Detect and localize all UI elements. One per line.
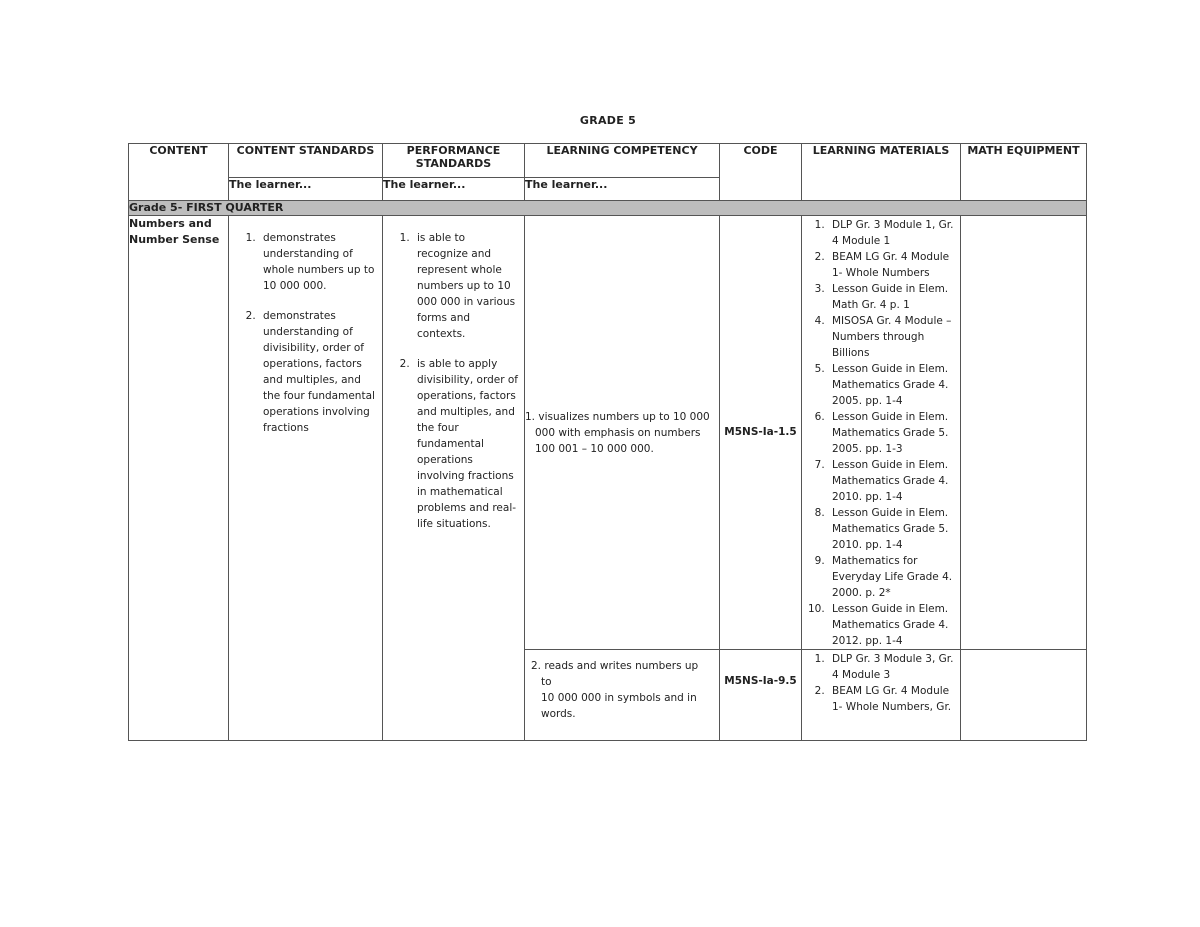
subheader-learning-competency: The learner... [525,178,720,201]
list-item: 1. DLP Gr. 3 Module 3, Gr. 4 Module 3 [828,651,956,683]
performance-standards-cell [383,216,525,741]
competency-cell [525,650,720,741]
list-item: 4. MISOSA Gr. 4 Module – Numbers through Billions [828,313,956,361]
materials-cell [802,216,961,650]
materials-cell [802,650,961,741]
competency-line: 2. reads and writes numbers up [531,660,699,672]
list-item: 10. Lesson Guide in Elem. Mathematics Grade 4. 2012. pp. 1-4 [828,601,956,649]
competency-line: to [541,676,552,688]
math-equipment-cell [961,216,1087,650]
competency-text [525,650,719,724]
performance-standards-list [383,216,524,532]
code-cell [720,650,802,741]
code-cell: M5NS-Ia-1.5 [720,216,802,650]
curriculum-table [128,143,1087,741]
header-code: CODE [720,144,802,201]
list-item: 1. is able to recognize and represent whole numbers up to 10 000 000 in various forms and contexts. [413,230,518,342]
list-item: 9. Mathematics for Everyday Life Grade 4. 2000. p. 2* [828,553,956,601]
competency-text: 1. visualizes numbers up to 10 000 000 with emphasis on numbers 100 001 – 10 000 000. [525,410,710,455]
math-equipment-cell [961,650,1087,741]
content-standards-list [229,216,382,436]
list-item: 2. demonstrates understanding of divisibility, order of operations, factors and multiples, and the four fundamental operations involving fractions [259,308,376,436]
code-value: M5NS-Ia-9.5 [724,675,797,687]
list-item: 6. Lesson Guide in Elem. Mathematics Grade 5. 2005. pp. 1-3 [828,409,956,457]
subheader-performance-standards: The learner... [383,178,525,201]
header-content: CONTENT [129,144,229,201]
quarter-banner: Grade 5- FIRST QUARTER [129,201,1087,216]
competency-line: 10 000 000 in symbols and in words. [541,692,697,720]
list-item: 3. Lesson Guide in Elem. Math Gr. 4 p. 1 [828,281,956,313]
header-content-standards: CONTENT STANDARDS [229,144,383,178]
header-learning-competency: LEARNING COMPETENCY [525,144,720,178]
list-item: 8. Lesson Guide in Elem. Mathematics Grade 5. 2010. pp. 1-4 [828,505,956,553]
list-item: 7. Lesson Guide in Elem. Mathematics Grade 4. 2010. pp. 1-4 [828,457,956,505]
header-math-equipment: MATH EQUIPMENT [961,144,1087,201]
content-standards-cell [229,216,383,741]
page-title: GRADE 5 [579,114,637,127]
list-item: 2. BEAM LG Gr. 4 Module 1- Whole Numbers [828,249,956,281]
materials-list [802,216,960,649]
competency-cell [525,216,720,650]
list-item: 5. Lesson Guide in Elem. Mathematics Grade 4. 2005. pp. 1-4 [828,361,956,409]
list-item: 2. BEAM LG Gr. 4 Module 1- Whole Numbers, Gr. [828,683,956,715]
materials-list [802,650,960,715]
list-item: 2. is able to apply divisibility, order of operations, factors and multiples, and the four fundamental operations involving fractions in mathematical problems and real-life situations. [413,356,518,532]
header-learning-materials: LEARNING MATERIALS [802,144,961,201]
subheader-content-standards: The learner... [229,178,383,201]
materials-clip [802,650,960,716]
list-item: 1. demonstrates understanding of whole numbers up to 10 000 000. [259,230,376,294]
content-cell: Numbers and Number Sense [129,216,229,741]
list-item: 1. DLP Gr. 3 Module 1, Gr. 4 Module 1 [828,217,956,249]
header-performance-standards: PERFORMANCE STANDARDS [383,144,525,178]
